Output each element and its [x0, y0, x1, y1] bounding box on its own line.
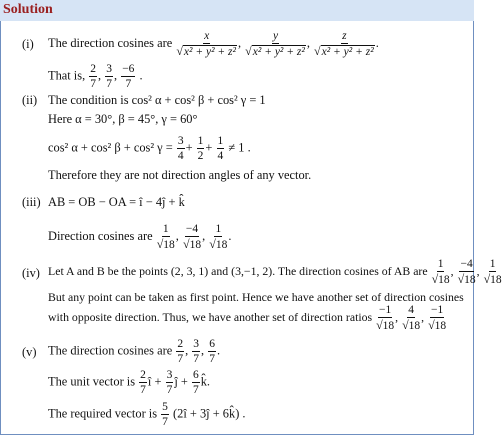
eq-fraction: $\frac{1}{2}$ — [197, 135, 204, 163]
req-fraction: $\frac{5}{7}$ — [162, 401, 168, 429]
item-ii-here: Here α = 30°, β = 45°, γ = 60° — [48, 112, 198, 126]
item-iv-line3: with opposite direction. Thus, we have another set of direction ratios $\frac{-1}{√18}$ , $\frac{4}{√18}$ , $\frac{-1}{√18}$ — [48, 304, 447, 333]
unit-fraction: $\frac{6}{7}$ — [192, 369, 199, 397]
item-label-iii: (iii) — [22, 195, 41, 209]
value-fraction: $\frac{2}{7}$ — [90, 63, 97, 91]
item-label-ii: (ii) — [22, 93, 38, 107]
item-label-i: (i) — [22, 37, 34, 51]
dc-fraction: $\frac{6}{7}$ — [209, 338, 215, 366]
dr-fraction: $\frac{-1}{√18}$ — [376, 304, 395, 333]
solution-header — [0, 0, 474, 21]
item-i-text: The direction cosines are — [48, 35, 173, 50]
item-iv-line1: Let A and B be the points (2, 3, 1) and (3,−1, 2). The direction cosines of AB are $\frac{1}{√18}$ , $\frac{-4}{√18}$ , $\frac{1}{√18}$ — [48, 258, 502, 287]
item-i-line1: The direction cosines are $\frac{x}{\text{√x² + y² + z²}}$ , $\frac{y}{\text{√x² + y² + z²}}$ , $\frac{z}{\text{√x² + y² + z²}}$ . — [48, 30, 379, 59]
dc-fraction: $\frac{-4}{√18}$ — [457, 258, 476, 287]
item-iii-dc: Direction cosines are $\frac{1}{√18}$ , $\frac{-4}{√18}$ , $\frac{1}{√18}$ . — [48, 223, 232, 252]
item-label-v: (v) — [22, 345, 37, 359]
item-v-required: The required vector is $\frac{5}{7}$ (2î + 3ĵ + 6k̂) . — [48, 401, 246, 429]
value-fraction: $\frac{3}{7}$ — [106, 63, 112, 91]
dr-fraction: $\frac{-1}{√18}$ — [428, 304, 447, 333]
item-iii-vector-eq: AB = OB − OA = î − 4ĵ + k̂ — [48, 195, 185, 209]
item-i-line2: That is, $\frac{2}{7}$ , $\frac{3}{7}$ , $\frac{-6}{7}$ . — [48, 63, 143, 91]
item-v-unit: The unit vector is $\frac{2}{7}$ î + $\frac{3}{7}$ ĵ + $\frac{6}{7}$ k̂. — [48, 369, 210, 397]
dc-fraction: $\frac{3}{7}$ — [193, 338, 200, 366]
unit-fraction: $\frac{3}{7}$ — [166, 369, 173, 397]
solution-title: Solution — [3, 2, 53, 17]
dc-fraction: $\frac{1}{√18}$ — [209, 223, 228, 252]
unit-fraction: $\frac{2}{7}$ — [140, 369, 146, 397]
dc-fraction-x: $\frac{x}{\text{√x² + y² + z²}}$ — [176, 30, 236, 59]
item-iv-line2: But any point can be taken as first point. Hence we have another set of direction cosines — [48, 290, 464, 304]
eq-fraction: $\frac{1}{4}$ — [217, 135, 224, 163]
dc-fraction: $\frac{1}{√18}$ — [156, 223, 175, 252]
dr-fraction: $\frac{4}{√18}$ — [402, 304, 421, 333]
item-ii-equation: cos² α + cos² β + cos² γ = $\frac{3}{4}$ + $\frac{1}{2}$ + $\frac{1}{4}$ ≠ 1 . — [48, 135, 251, 163]
item-ii-conclusion: Therefore they are not direction angles of any vector. — [48, 168, 312, 182]
dc-fraction: $\frac{2}{7}$ — [177, 338, 184, 366]
item-v-dc: The direction cosines are $\frac{2}{7}$ , $\frac{3}{7}$ , $\frac{6}{7}$ . — [48, 338, 221, 366]
dc-fraction-z: $\frac{z}{\text{√x² + y² + z²}}$ — [314, 30, 374, 59]
eq-fraction: $\frac{3}{4}$ — [177, 135, 184, 163]
dc-fraction: $\frac{1}{√18}$ — [431, 258, 450, 287]
item-label-iv: (iv) — [22, 266, 40, 280]
dc-fraction-y: $\frac{y}{\text{√x² + y² + z²}}$ — [245, 30, 305, 59]
dc-fraction: $\frac{1}{√18}$ — [483, 258, 502, 287]
value-fraction: $\frac{-6}{7}$ — [122, 63, 135, 91]
item-ii-condition: The condition is cos² α + cos² β + cos² γ = 1 — [48, 93, 266, 107]
dc-fraction: $\frac{-4}{√18}$ — [183, 223, 202, 252]
